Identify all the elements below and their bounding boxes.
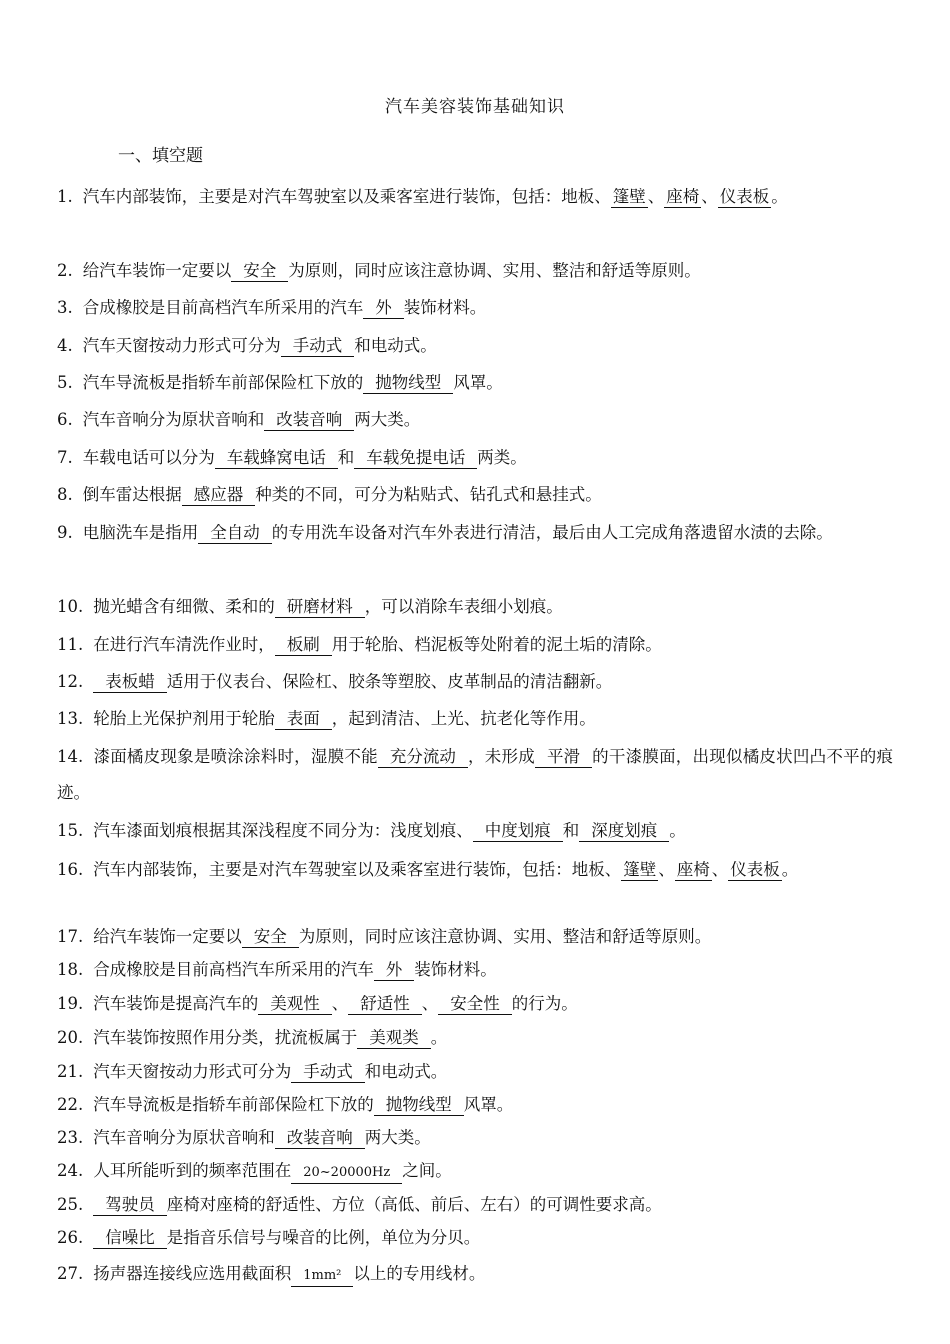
answer-blank: 美观类 bbox=[357, 1028, 431, 1049]
answer-blank: 外 bbox=[374, 960, 415, 981]
question-26: 26. 信噪比 是指音乐信号与噪音的比例，单位为分贝。 bbox=[57, 1228, 481, 1247]
answer-blank: 感应器 bbox=[182, 485, 256, 506]
question-15: 15. 汽车漆面划痕根据其深浅程度不同分为：浅度划痕、 中度划痕 和 深度划痕 。 bbox=[57, 821, 686, 840]
answer-blank: 信噪比 bbox=[93, 1228, 167, 1249]
answer-blank: 座椅 bbox=[666, 187, 700, 206]
answer-blank: 表板蜡 bbox=[93, 672, 167, 693]
question-23: 23. 汽车音响分为原状音响和 改装音响 两大类。 bbox=[57, 1128, 431, 1147]
answer-blank: 仪表板 bbox=[719, 187, 770, 206]
answer-blank: 研磨材料 bbox=[275, 597, 365, 618]
question-17: 17. 给汽车装饰一定要以 安全 为原则，同时应该注意协调、实用、整洁和舒适等原则。 bbox=[57, 927, 712, 946]
question-21: 21. 汽车天窗按动力形式可分为 手动式 和电动式。 bbox=[57, 1062, 448, 1081]
question-24: 24. 人耳所能听到的频率范围在 20~20000Hz 之间。 bbox=[57, 1153, 893, 1189]
answer-blank: 手动式 bbox=[291, 1062, 365, 1083]
answer-blank: 深度划痕 bbox=[579, 821, 669, 842]
answer-blank: 安全 bbox=[242, 927, 299, 948]
answer-blank: 篷壁 bbox=[623, 860, 657, 879]
answer-blank: 安全 bbox=[231, 261, 288, 282]
answer-blank: 改装音响 bbox=[264, 410, 354, 431]
question-5: 5. 汽车导流板是指轿车前部保险杠下放的 抛物线型 风罩。 bbox=[57, 373, 503, 392]
answer-blank: 表面 bbox=[275, 709, 332, 730]
question-27: 27. 扬声器连接线应选用截面积 1mm² 以上的专用线材。 bbox=[57, 1256, 893, 1292]
question-9: 9. 电脑洗车是指用 全自动 的专用洗车设备对汽车外表进行清洁，最后由人工完成角落遗留水渍的去除。 bbox=[57, 523, 833, 542]
answer-blank: 平滑 bbox=[535, 747, 592, 768]
question-18: 18. 合成橡胶是目前高档汽车所采用的汽车 外 装饰材料。 bbox=[57, 960, 497, 979]
answer-blank: 仪表板 bbox=[730, 860, 780, 879]
question-8: 8. 倒车雷达根据 感应器 种类的不同，可分为粘贴式、钻孔式和悬挂式。 bbox=[57, 485, 602, 504]
answer-blank: 安全性 bbox=[438, 994, 512, 1015]
answer-blank: 外 bbox=[363, 298, 404, 319]
question-2: 2. 给汽车装饰一定要以 安全 为原则，同时应该注意协调、实用、整洁和舒适等原则。 bbox=[57, 261, 701, 280]
question-13: 13. 轮胎上光保护剂用于轮胎 表面 ，起到清洁、上光、抗老化等作用。 bbox=[57, 709, 596, 728]
answer-blank: 篷壁 bbox=[612, 187, 646, 206]
answer-blank: 中度划痕 bbox=[473, 821, 563, 842]
answer-blank: 车载免提电话 bbox=[354, 448, 477, 469]
answer-blank: 1mm² bbox=[291, 1266, 353, 1287]
question-12: 12. 表板蜡 适用于仪表台、保险杠、胶条等塑胶、皮革制品的清洁翻新。 bbox=[57, 672, 613, 691]
question-1: 1. 汽车内部装饰，主要是对汽车驾驶室以及乘客室进行装饰，包括：地板、 篷壁 、 座椅 、 仪表板 。 bbox=[57, 187, 788, 206]
question-22: 22. 汽车导流板是指轿车前部保险杠下放的 抛物线型 风罩。 bbox=[57, 1095, 514, 1114]
document-title: 汽车美容装饰基础知识 bbox=[385, 97, 565, 117]
question-14: 14. 漆面橘皮现象是喷涂涂料时，湿膜不能 充分流动 ，未形成 平滑 的干漆膜面，出现似橘皮状凹凸不平的痕迹。 bbox=[57, 747, 894, 802]
answer-blank: 美观性 bbox=[258, 994, 332, 1015]
question-25: 25. 驾驶员 座椅对座椅的舒适性、方位（高低、前后、左右）的可调性要求高。 bbox=[57, 1195, 662, 1214]
answer-blank: 抛物线型 bbox=[374, 1095, 464, 1116]
answer-blank: 舒适性 bbox=[348, 994, 422, 1015]
question-7: 7. 车载电话可以分为 车载蜂窝电话 和 车载免提电话 两类。 bbox=[57, 448, 527, 467]
question-11: 11. 在进行汽车清洗作业时， 板刷 用于轮胎、档泥板等处附着的泥土垢的清除。 bbox=[57, 635, 662, 654]
question-19: 19. 汽车装饰是提高汽车的 美观性 、 舒适性 、 安全性 的行为。 bbox=[57, 994, 578, 1013]
answer-blank: 抛物线型 bbox=[363, 373, 453, 394]
answer-blank: 车载蜂窝电话 bbox=[215, 448, 338, 469]
answer-blank: 板刷 bbox=[275, 635, 332, 656]
answer-blank: 充分流动 bbox=[378, 747, 468, 768]
answer-blank: 全自动 bbox=[198, 523, 272, 544]
answer-blank: 手动式 bbox=[281, 336, 355, 357]
question-4: 4. 汽车天窗按动力形式可分为 手动式 和电动式。 bbox=[57, 336, 437, 355]
question-6: 6. 汽车音响分为原状音响和 改装音响 两大类。 bbox=[57, 410, 421, 429]
question-number: 1. bbox=[57, 187, 73, 206]
question-20: 20. 汽车装饰按照作用分类，扰流板属于 美观类 。 bbox=[57, 1028, 448, 1047]
section-heading: 一、填空题 bbox=[118, 146, 203, 166]
answer-blank: 改装音响 bbox=[275, 1128, 365, 1149]
question-3: 3. 合成橡胶是目前高档汽车所采用的汽车 外 装饰材料。 bbox=[57, 298, 487, 317]
question-16: 16. 汽车内部装饰，主要是对汽车驾驶室以及乘客室进行装饰，包括：地板、 篷壁 、 座椅 、 仪表板 。 bbox=[57, 860, 799, 879]
answer-blank: 20~20000Hz bbox=[291, 1163, 402, 1184]
answer-blank: 驾驶员 bbox=[93, 1195, 167, 1216]
answer-blank: 座椅 bbox=[676, 860, 710, 879]
question-10: 10. 抛光蜡含有细微、柔和的 研磨材料 ，可以消除车表细小划痕。 bbox=[57, 597, 563, 616]
